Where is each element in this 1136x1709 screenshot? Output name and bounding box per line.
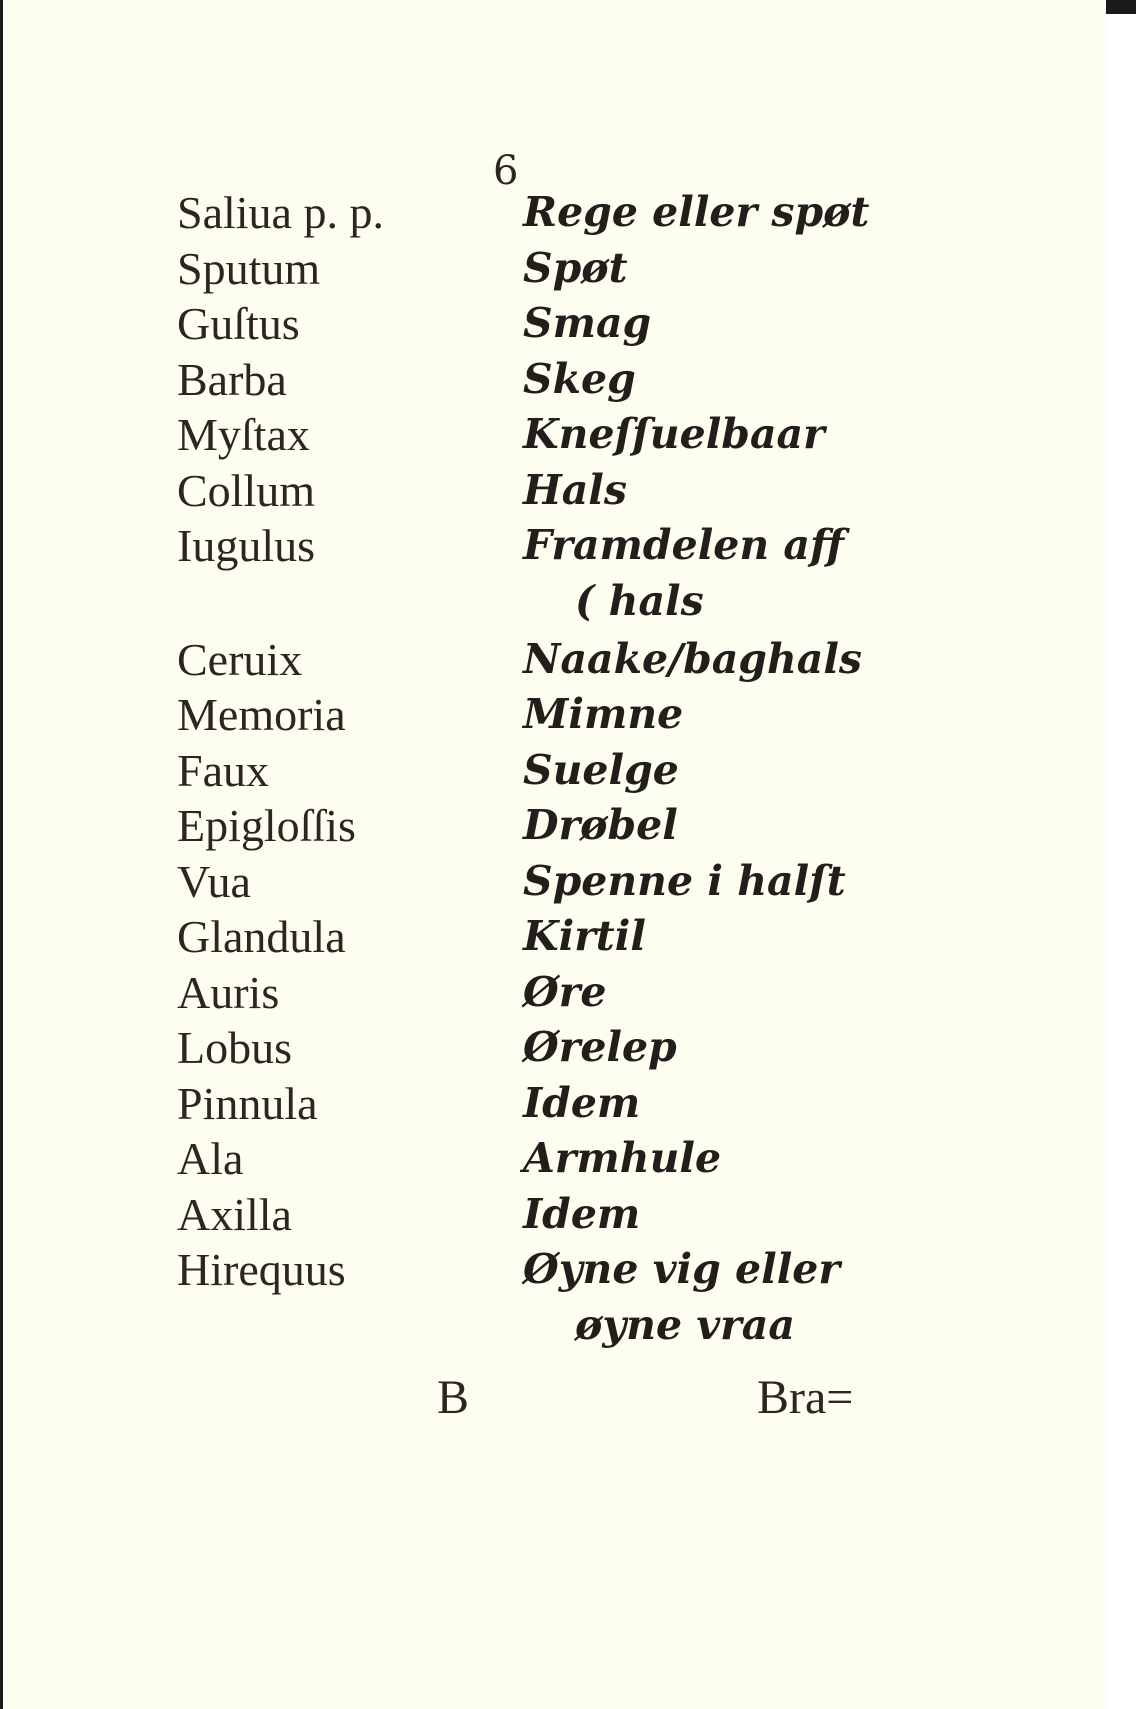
signature-mark: B <box>437 1371 470 1424</box>
glossary-entry-continuation <box>177 576 897 637</box>
page-footer <box>3 1370 1109 1430</box>
latin-term: Memoria <box>177 689 346 740</box>
latin-term: Glandula <box>177 911 346 962</box>
latin-term: Ceruix <box>177 633 303 685</box>
danish-term: Armhule <box>523 1134 722 1182</box>
glossary-entry <box>177 689 897 748</box>
danish-term: Framdelen aff <box>523 521 844 569</box>
latin-term: Ala <box>177 1133 244 1184</box>
glossary-entry <box>177 520 897 579</box>
glossary-entry <box>177 1188 897 1248</box>
latin-term: Sputum <box>177 242 321 294</box>
glossary-entry <box>177 1022 897 1081</box>
latin-term: Auris <box>177 966 280 1018</box>
glossary-entry <box>177 744 897 804</box>
danish-term: Hals <box>523 465 627 514</box>
danish-term: Idem <box>523 1189 641 1238</box>
glossary-entry <box>177 966 897 1026</box>
latin-term: Pinnula <box>177 1077 318 1129</box>
glossary-entry <box>177 1244 897 1303</box>
glossary-entry <box>177 409 897 468</box>
glossary-entry <box>177 242 897 302</box>
latin-term: Faux <box>177 744 269 796</box>
danish-term: ( hals <box>575 576 704 625</box>
glossary-entry <box>177 353 897 413</box>
latin-term: Guſtus <box>177 298 300 349</box>
latin-term: Saliua p. p. <box>177 187 384 238</box>
catchword: Bra= <box>757 1371 854 1424</box>
danish-term: Spøt <box>523 243 628 292</box>
danish-term: Naake/baghals <box>523 634 863 683</box>
danish-term: Suelge <box>523 745 679 794</box>
glossary-entry <box>177 1077 897 1137</box>
glossary-entry <box>177 298 897 357</box>
glossary-entry <box>177 464 897 524</box>
latin-term: Epigloſſis <box>177 800 356 851</box>
glossary-entry <box>177 1133 897 1192</box>
glossary-entry <box>177 855 897 915</box>
latin-term: Collum <box>177 464 316 516</box>
page-number: 6 <box>493 148 519 194</box>
glossary-entry <box>177 800 897 859</box>
glossary-entry <box>177 187 897 246</box>
danish-term: øyne vraa <box>575 1300 795 1349</box>
glossary-entry <box>177 911 897 970</box>
danish-term: Drøbel <box>523 801 678 849</box>
danish-term: Øre <box>523 967 607 1016</box>
latin-term: Axilla <box>177 1188 292 1240</box>
danish-term: Kirtil <box>523 912 646 960</box>
danish-term: Skeg <box>523 354 636 403</box>
latin-term: Iugulus <box>177 520 315 571</box>
danish-term: Rege eller spøt <box>523 188 870 236</box>
danish-term: Smag <box>523 299 652 347</box>
danish-term: Øyne vig eller <box>523 1245 840 1293</box>
danish-term: Idem <box>523 1078 641 1127</box>
latin-term: Hirequus <box>177 1244 346 1295</box>
danish-term: Spenne i halſt <box>523 856 846 905</box>
latin-term: Vua <box>177 855 251 907</box>
danish-term: Kneſſuelbaar <box>523 410 825 458</box>
glossary-list <box>177 187 897 1361</box>
latin-term: Lobus <box>177 1022 292 1073</box>
danish-term: Ørelep <box>523 1023 677 1071</box>
scan-edge-mark <box>1106 0 1136 14</box>
glossary-entry-continuation <box>177 1300 897 1361</box>
glossary-entry <box>177 633 897 693</box>
latin-term: Barba <box>177 353 287 405</box>
danish-term: Mimne <box>523 690 684 738</box>
latin-term: Myſtax <box>177 409 310 460</box>
